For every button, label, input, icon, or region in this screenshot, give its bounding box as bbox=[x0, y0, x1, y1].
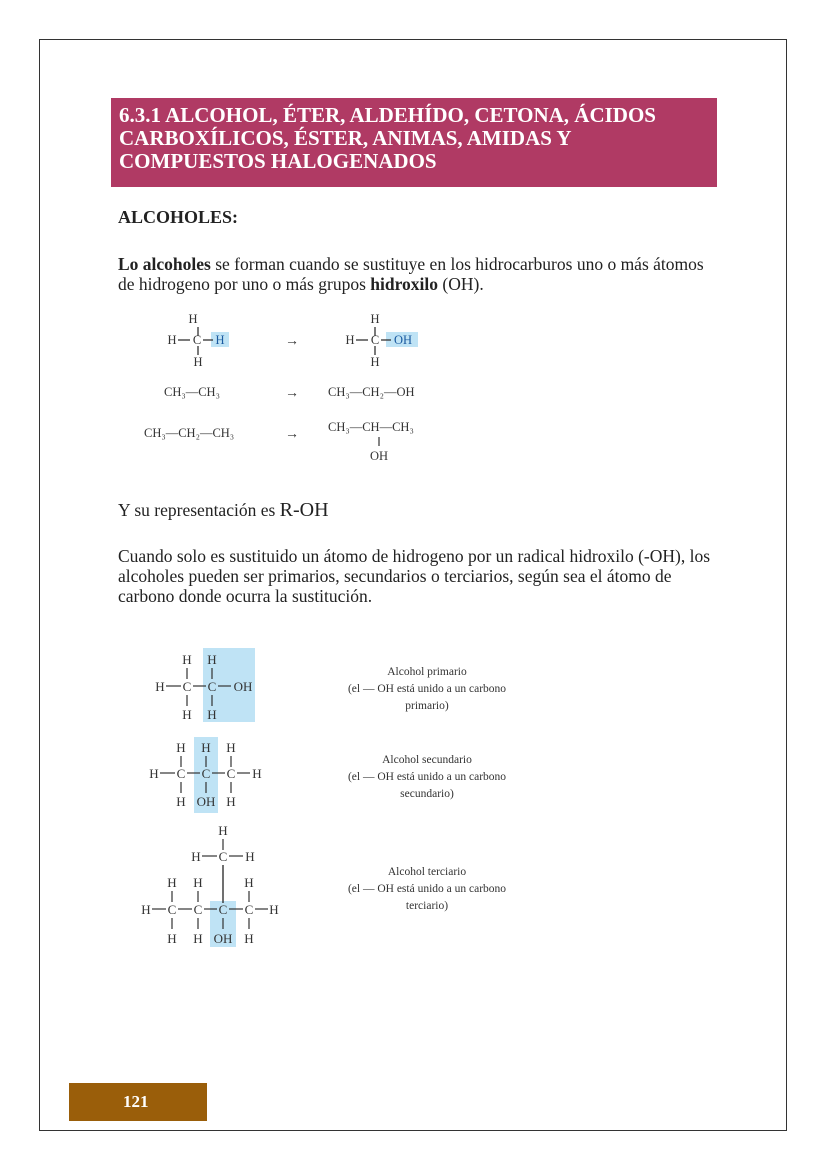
atom-h: H bbox=[167, 875, 177, 890]
caption-name: Alcohol primario bbox=[387, 666, 467, 678]
atom-h: H bbox=[141, 902, 151, 917]
atom-c: C bbox=[207, 679, 217, 694]
atom-oh: OH bbox=[196, 794, 216, 809]
caption-desc: (el — OH está unido a un carbono bbox=[347, 683, 507, 695]
atom-h: H bbox=[182, 707, 192, 722]
primary-alcohol-caption bbox=[348, 666, 506, 712]
atom-h: H bbox=[149, 766, 159, 781]
atom-oh: OH bbox=[213, 931, 233, 946]
caption-desc-end: primario) bbox=[405, 700, 449, 712]
propanol-formula: CH₃—CH—CH₃ bbox=[328, 420, 414, 434]
atom-h: H bbox=[201, 740, 211, 755]
arrow-icon: → bbox=[285, 334, 299, 349]
atom-h: H bbox=[245, 849, 255, 864]
atom-h: H bbox=[193, 355, 203, 369]
atom-h: H bbox=[193, 931, 203, 946]
atom-c: C bbox=[218, 902, 228, 917]
atom-h: H bbox=[207, 652, 217, 667]
caption-desc: (el — OH está unido a un carbono bbox=[347, 883, 507, 895]
propanol-oh: OH bbox=[369, 449, 389, 463]
atom-h: H bbox=[155, 679, 165, 694]
atom-h: H bbox=[182, 652, 192, 667]
atom-c: C bbox=[193, 902, 203, 917]
ethanol-formula: CH₃—CH₂—OH bbox=[328, 385, 415, 399]
representation-text: Y su representación es bbox=[118, 500, 280, 520]
atom-c: C bbox=[370, 333, 380, 347]
caption-name: Alcohol secundario bbox=[382, 754, 472, 766]
atom-h: H bbox=[188, 312, 198, 326]
atom-c: C bbox=[192, 333, 202, 347]
atom-h: H bbox=[167, 931, 177, 946]
reaction-methane bbox=[167, 312, 229, 369]
atom-h: H bbox=[370, 312, 380, 326]
atom-h: H bbox=[218, 823, 228, 838]
atom-h: H bbox=[252, 766, 262, 781]
atom-c: C bbox=[182, 679, 192, 694]
atom-h: H bbox=[244, 931, 254, 946]
substitution-paragraph: Cuando solo es sustituido un átomo de hidrogeno por un radical hidroxilo (-OH), los alcoholes pueden ser primarios, secundarios o terciarios, según sea el átomo de carbono donde ocurra la sustitución. bbox=[118, 546, 711, 606]
alcoholes-heading: ALCOHOLES: bbox=[118, 207, 239, 227]
arrow-icon: → bbox=[285, 427, 299, 442]
atom-oh: OH bbox=[233, 679, 253, 694]
arrow-icon: → bbox=[285, 386, 299, 401]
atom-h: H bbox=[176, 740, 186, 755]
atom-c: C bbox=[218, 849, 228, 864]
atom-h: H bbox=[345, 333, 355, 347]
tertiary-alcohol-structure bbox=[141, 823, 278, 947]
intro-bold-2: hidroxilo bbox=[370, 274, 439, 294]
intro-text-2: (OH). bbox=[438, 274, 484, 294]
caption-desc: (el — OH está unido a un carbono bbox=[347, 771, 507, 783]
atom-c: C bbox=[244, 902, 254, 917]
caption-name: Alcohol terciario bbox=[387, 866, 467, 878]
intro-bold-1: Lo alcoholes bbox=[118, 254, 211, 274]
atom-h: H bbox=[167, 333, 177, 347]
atom-h: H bbox=[370, 355, 380, 369]
atom-h: H bbox=[193, 875, 203, 890]
atom-h: H bbox=[207, 707, 217, 722]
atom-c: C bbox=[176, 766, 186, 781]
atom-h: H bbox=[244, 875, 254, 890]
atom-h: H bbox=[226, 740, 236, 755]
caption-desc-end: secundario) bbox=[400, 788, 454, 800]
representation-formula: R-OH bbox=[279, 499, 329, 521]
atom-oh: OH bbox=[393, 333, 413, 347]
atom-c: C bbox=[201, 766, 211, 781]
atom-c: C bbox=[226, 766, 236, 781]
atom-h: H bbox=[176, 794, 186, 809]
atom-h: H bbox=[269, 902, 279, 917]
section-title: 6.3.1 ALCOHOL, ÉTER, ALDEHÍDO, CETONA, ÁCIDOS CARBOXÍLICOS, ÉSTER, ANIMAS, AMIDAS Y COMPUESTOS HALOGENADOS bbox=[111, 98, 717, 187]
secondary-alcohol-structure bbox=[149, 737, 261, 813]
atom-h-substituted: H bbox=[215, 333, 225, 347]
atom-h: H bbox=[191, 849, 201, 864]
atom-c: C bbox=[167, 902, 177, 917]
intro-text-1: se forman cuando se sustituye en los hidrocarburos uno o más átomos de hidrogeno por uno o más grupos bbox=[118, 254, 704, 294]
reaction-methanol bbox=[345, 312, 418, 369]
primary-alcohol-structure bbox=[155, 648, 255, 722]
atom-h: H bbox=[226, 794, 236, 809]
ethane-formula: CH₃—CH₃ bbox=[164, 385, 220, 399]
secondary-alcohol-caption bbox=[348, 754, 506, 800]
page-number: 121 bbox=[69, 1083, 207, 1121]
tertiary-alcohol-caption bbox=[348, 866, 506, 912]
caption-desc-end: terciario) bbox=[405, 900, 449, 912]
propane-formula: CH₃—CH₂—CH₃ bbox=[144, 426, 235, 440]
